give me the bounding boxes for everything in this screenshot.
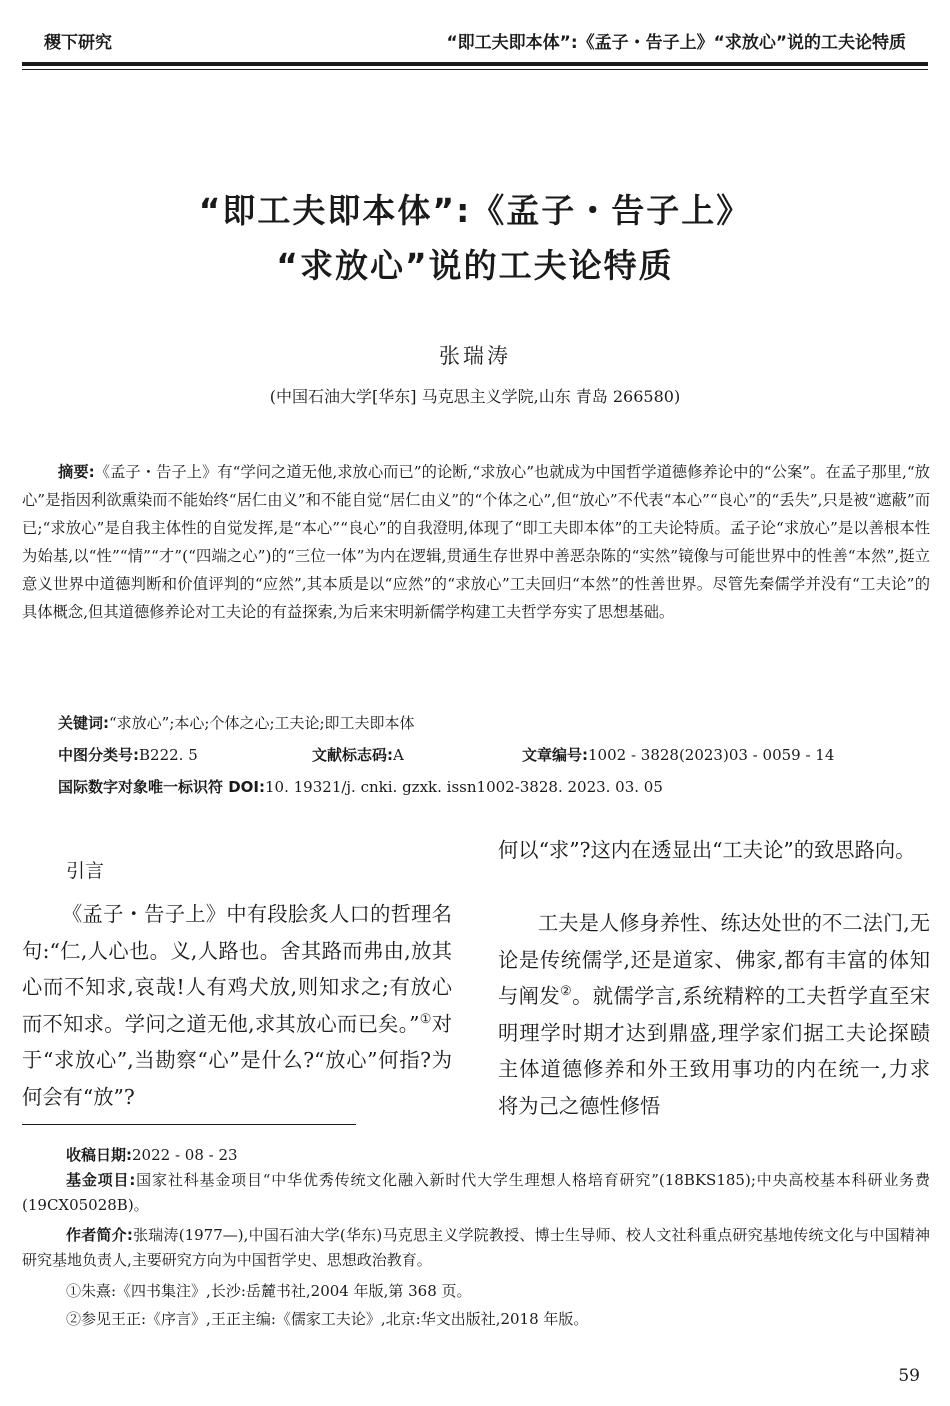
abstract [22, 458, 930, 626]
funding-label: 基金项目: [66, 1171, 136, 1189]
section-heading-introduction: 引言 [66, 860, 105, 882]
received-label: 收稿日期: [66, 1146, 132, 1164]
document-code [312, 744, 404, 765]
document-code-label: 文献标志码: [312, 746, 393, 764]
funding-value: 国家社科基金项目“中华优秀传统文化融入新时代大学生理想人格培育研究”(18BKS185);中央高校基本科研业务费(19CX05028B)。 [22, 1171, 931, 1214]
doi-label: 国际数字对象唯一标识符 DOI: [58, 778, 266, 796]
doi-value: 10. 19321/j. cnki. gzxk. issn1002-3828. 2023. 03. 05 [265, 778, 663, 796]
keywords-label: 关键词: [58, 714, 109, 732]
article-number [522, 744, 834, 765]
author-name: 张瑞涛 [439, 344, 511, 368]
received-value: 2022 - 08 - 23 [132, 1146, 238, 1164]
abstract-text: 《孟子・告子上》有“学问之道无他,求放心而已”的论断,“求放心”也就成为中国哲学道德修养论中的“公案”。在孟子那里,“放心”是指因利欲熏染而不能始终“居仁由义”和不能自觉“居仁由义”的“个体之心”,但“放心”不代表“本心”“良心”的“丢失”,只是被“遮蔽”而已;“求放心”是自我主体性的自觉发挥,是“本心”“良心”的自我澄明,体现了“即工夫即本体”的工夫论特质。孟子论“求放心”是以善根本性为始基,以“性”“情”“才”(“四端之心”)的“三位一体”为内在逻辑,贯通生存世界中善恶杂陈的“实然”镜像与可能世界中的性善“本然”,挺立意义世界中道德判断和价值评判的“应然”,其本质是以“应然”的“求放心”工夫回归“本然”的性善世界。尽管先秦儒学并没有“工夫论”的具体概念,但其道德修养论对工夫论的有益探索,为后来宋明新儒学构建工夫哲学夯实了思想基础。 [22, 463, 930, 621]
article-title-line-2: “求放心”说的工夫论特质 [276, 246, 674, 285]
body-right-continued: 。就儒学言,系统精粹的工夫哲学直至宋明理学时期才达到鼎盛,理学家们据工夫论探赜主体道德修养和外王致用事功的内在统一,力求将为己之德性修悟 [498, 984, 931, 1118]
author-affiliation: (中国石油大学[华东] 马克思主义学院,山东 青岛 266580) [269, 387, 681, 406]
author-bio-label: 作者简介: [66, 1226, 133, 1244]
header-rule-thick [22, 62, 928, 66]
footnote-separator [22, 1124, 356, 1125]
body-right-column-continuation: 何以“求”?这内在透显出“工夫论”的致思路向。 [498, 838, 916, 862]
body-left-text: 《孟子・告子上》中有段脍炙人口的哲理名句:“仁,人心也。义,人路也。舍其路而弗由,放其心而不知求,哀哉!人有鸡犬放,则知求之;有放心而不知求。学问之道无他,求其放心而已矣。” [22, 902, 452, 1036]
author-bio-value: 张瑞涛(1977—),中国石油大学(华东)马克思主义学院教授、博士生导师、校人文社科重点研究基地传统文化与中国精神研究基地负责人,主要研究方向为中国哲学史、思想政治教育。 [22, 1226, 931, 1269]
body-right-column-paragraph [498, 905, 930, 1125]
keywords-value: “求放心”;本心;个体之心;工夫论;即工夫即本体 [109, 714, 415, 732]
body-left-continued: 对于“求放心”,当勘察“心”是什么?“放心”何指?为何会有“放”? [22, 1011, 452, 1109]
footnote-1: ①朱熹:《四书集注》,长沙:岳麓书社,2004 年版,第 368 页。 [66, 1282, 472, 1300]
classification-value: B222. 5 [139, 746, 198, 764]
doi [58, 776, 663, 797]
body-left-column [22, 896, 452, 1116]
article-number-label: 文章编号: [522, 746, 588, 764]
footnote-author-bio [22, 1223, 930, 1273]
running-header-title: “即工夫即本体”:《孟子・告子上》“求放心”说的工夫论特质 [446, 33, 906, 53]
footnote-2: ②参见王正:《序言》,王正主编:《儒家工夫论》,北京:华文出版社,2018 年版。 [66, 1310, 589, 1328]
footnote-ref-2: ② [560, 984, 573, 1000]
abstract-label: 摘要: [58, 463, 95, 481]
body-right-text: 工夫是人修身养性、练达处世的不二法门,无论是传统儒学,还是道家、佛家,都有丰富的体知与阐发 [498, 911, 930, 1009]
footnote-ref-1: ① [419, 1012, 432, 1028]
header-rule-thin [22, 69, 928, 70]
running-header-section: 稷下研究 [44, 33, 112, 53]
article-number-value: 1002 - 3828(2023)03 - 0059 - 14 [588, 746, 835, 764]
classification-label: 中图分类号: [58, 746, 139, 764]
keywords [58, 712, 415, 733]
footnote-funding [22, 1168, 930, 1218]
page-number: 59 [898, 1366, 920, 1386]
article-title-line-1: “即工夫即本体”:《孟子・告子上》 [198, 191, 752, 230]
document-code-value: A [393, 746, 404, 764]
classification-number [58, 744, 198, 765]
footnote-received-date [66, 1143, 238, 1168]
